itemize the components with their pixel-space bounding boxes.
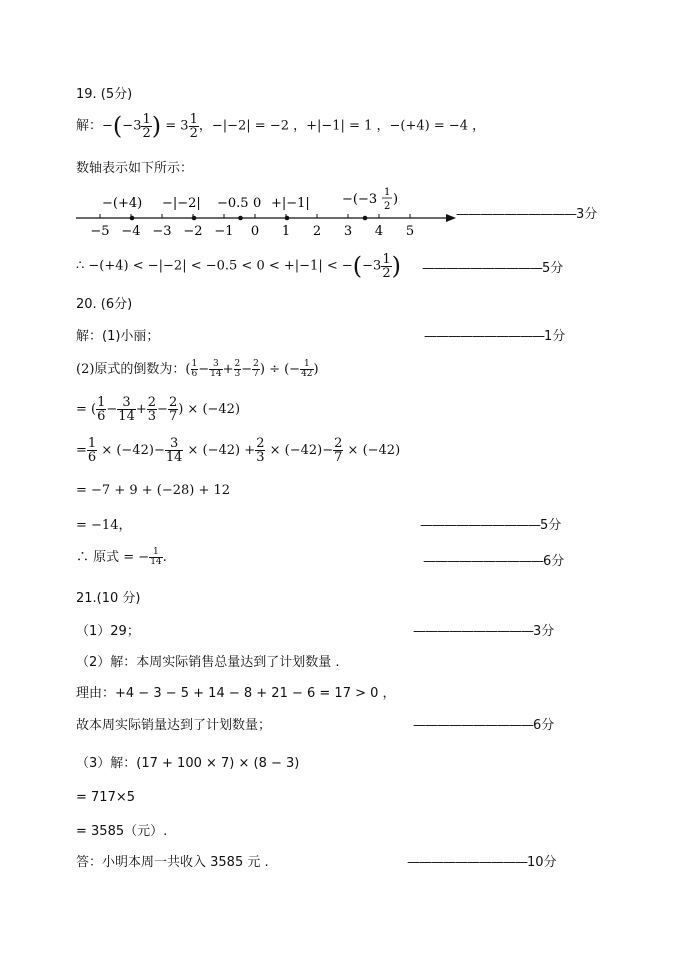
q20-step3: = −7 + 9 + (−28) + 12 <box>76 483 231 498</box>
point-pos1 <box>285 216 290 221</box>
tick-label: −4 <box>121 224 141 239</box>
q21-part2: （2）解：本周实际销售总量达到了计划数量 . <box>76 655 340 670</box>
q19-expr1-inner: −3 <box>122 118 142 134</box>
q21-score-6: ——————————6分 <box>413 718 555 733</box>
tick-label: 3 <box>343 224 353 239</box>
q21-step2: = 3585（元）. <box>76 824 168 839</box>
point-neg4 <box>130 216 135 221</box>
q19-expr1-fraction: $\frac{1}{2}$ <box>142 111 151 141</box>
q20-reciprocal-line: (2)原式的倒数为：( $\frac{1}{6}$ − $\frac{3}{14}$ + $\frac{2}{3}$ − $\frac{2}{7}$ ) ÷ (− $\frac{1}{42}$ ) <box>76 359 319 379</box>
q20-score-5: ——————————5分 <box>420 518 562 533</box>
q19-solution-prefix: 解： <box>76 118 103 134</box>
q19-numberline-intro: 数轴表示如下所示： <box>76 161 194 176</box>
q21-reason: 理由：+4 − 3 − 5 + 14 − 8 + 21 − 6 = 17 > 0 ， <box>76 686 396 701</box>
tick-label: 4 <box>374 224 384 239</box>
q20-step4: = −14， <box>76 518 132 533</box>
tick-label: 0 <box>250 224 260 239</box>
nl-label-b: −|−2| <box>162 196 201 211</box>
q21-heading: 21.(10 分) <box>76 591 141 606</box>
q20-step2: = $\frac{1}{6}$ × (−42)− $\frac{3}{14}$ × (−42) + $\frac{2}{3}$ × (−42)− $\frac{2}{7}$ × (−42) <box>76 436 401 465</box>
q21-part1: （1）29； <box>76 624 140 639</box>
nl-label-c: −0.5 <box>217 196 249 211</box>
q20-step1: = ( $\frac{1}{6}$ − $\frac{3}{14}$ + $\frac{2}{3}$ − $\frac{2}{7}$ ) × (−42) <box>76 395 241 424</box>
q19-solution-line: 解：−(−3 $\frac{1}{2}$ ) = 3 $\frac{1}{2}$ ，−|−2| = −2 ，+|−1| = 1 ，−(+4) = −4 ， <box>76 111 486 141</box>
q20-part1: 解：(1)小丽； <box>76 329 160 344</box>
q21-therefore: 故本周实际销量达到了计划数量； <box>76 718 272 733</box>
q21-part3: （3）解：(17 + 100 × 7) × (8 − 3) <box>76 756 300 771</box>
q21-answer: 答：小明本周一共收入 3585 元 . <box>76 855 269 870</box>
tick-label: −2 <box>183 224 203 239</box>
point-pos3-5 <box>363 216 368 221</box>
tick-label: 5 <box>405 224 415 239</box>
q21-step1: = 717×5 <box>76 790 136 805</box>
q19-expr1-result-fraction: $\frac{1}{2}$ <box>189 111 198 141</box>
q19-heading: 19. (5分) <box>76 87 133 102</box>
tick-label: −3 <box>152 224 172 239</box>
tick-label: −5 <box>90 224 110 239</box>
number-line-arrow-icon <box>446 214 456 222</box>
q19-expr1-lhs: − <box>102 118 113 134</box>
q20-final: ∴ 原式 = − $\frac{1}{14}$ . <box>76 547 167 567</box>
q21-score-3: ——————————3分 <box>413 624 555 639</box>
q19-conclusion: ∴ −(+4) < −|−2| < −0.5 < 0 < +|−1| < −(−3 $\frac{1}{2}$ ) <box>76 251 401 281</box>
q20-score-1: ——————————1分 <box>424 329 566 344</box>
nl-label-f-num: 1 <box>384 187 391 198</box>
q19-expr1-eq: = 3 <box>165 118 189 134</box>
q21-score-10: ——————————10分 <box>407 855 557 870</box>
q19-expr2: ，−|−2| = −2 ，+|−1| = 1 ，−(+4) = −4 ， <box>198 118 486 134</box>
tick-label: −1 <box>214 224 234 239</box>
tick-label: 2 <box>312 224 322 239</box>
nl-label-d: 0 <box>253 196 262 211</box>
nl-label-f-den: 2 <box>384 201 391 212</box>
point-neg2 <box>192 216 197 221</box>
q19-score-3: ——————————3分 <box>456 207 598 222</box>
q20-score-6: ——————————6分 <box>423 554 565 569</box>
nl-label-f-pre: −(−3 <box>342 192 378 207</box>
nl-label-f-post: ) <box>393 192 399 207</box>
q20-heading: 20. (6分) <box>76 297 133 312</box>
point-neg0-5 <box>238 216 243 221</box>
number-line-figure <box>70 185 470 240</box>
tick-label: 1 <box>281 224 291 239</box>
q19-score-5: ——————————5分 <box>422 261 564 276</box>
nl-label-a: −(+4) <box>102 196 143 211</box>
nl-label-e: +|−1| <box>271 196 310 211</box>
